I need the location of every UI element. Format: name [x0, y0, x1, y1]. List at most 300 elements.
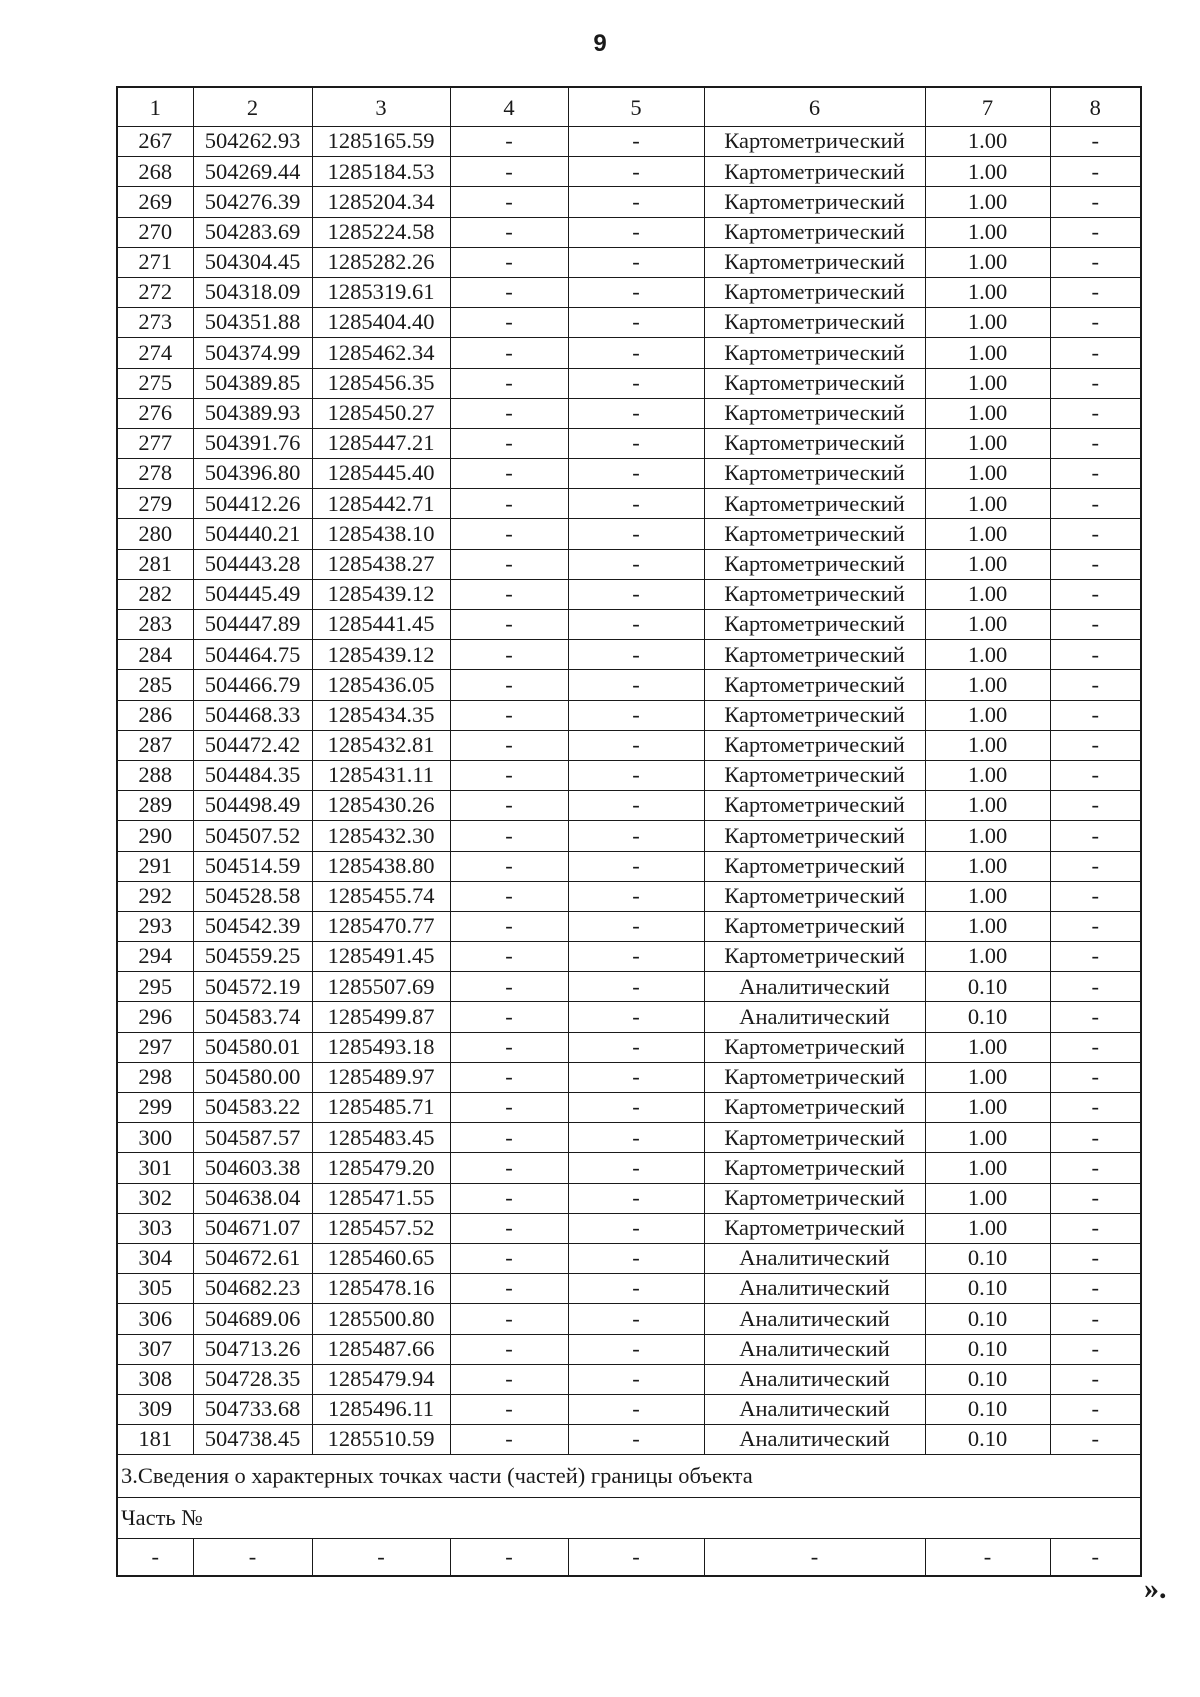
method-cell: Картометрический	[704, 519, 925, 549]
method-cell: Картометрический	[704, 942, 925, 972]
x-coordinate-cell: 504374.99	[193, 338, 312, 368]
column-4-cell: -	[450, 1123, 568, 1153]
x-coordinate-cell: 504447.89	[193, 610, 312, 640]
point-number-cell: 306	[117, 1304, 193, 1334]
point-number-cell: 304	[117, 1243, 193, 1273]
column-5-cell: -	[568, 1002, 704, 1032]
point-number-cell: 289	[117, 791, 193, 821]
precision-cell: 1.00	[925, 127, 1050, 157]
x-coordinate-cell: 504559.25	[193, 942, 312, 972]
point-number-cell: 298	[117, 1062, 193, 1092]
x-coordinate-cell: 504389.85	[193, 368, 312, 398]
table-header-row	[117, 87, 1141, 127]
y-coordinate-cell: 1285500.80	[312, 1304, 450, 1334]
precision-cell: 1.00	[925, 1032, 1050, 1062]
column-8-cell: -	[1050, 730, 1141, 760]
x-coordinate-cell: 504443.28	[193, 549, 312, 579]
column-5-cell: -	[568, 942, 704, 972]
precision-cell: 1.00	[925, 549, 1050, 579]
column-8-cell: -	[1050, 127, 1141, 157]
method-cell: Аналитический	[704, 1425, 925, 1455]
column-5-cell: -	[568, 1334, 704, 1364]
point-number-cell: 290	[117, 821, 193, 851]
precision-cell: 1.00	[925, 881, 1050, 911]
x-coordinate-cell: 504733.68	[193, 1394, 312, 1424]
method-cell: Картометрический	[704, 217, 925, 247]
column-4-cell: -	[450, 127, 568, 157]
precision-cell: 1.00	[925, 459, 1050, 489]
x-coordinate-cell: 504304.45	[193, 247, 312, 277]
table-row	[117, 127, 1141, 157]
column-8-cell: -	[1050, 1032, 1141, 1062]
y-coordinate-cell: 1285165.59	[312, 127, 450, 157]
column-8-cell: -	[1050, 881, 1141, 911]
method-cell: Картометрический	[704, 791, 925, 821]
column-4-cell: -	[450, 459, 568, 489]
x-coordinate-cell: 504472.42	[193, 730, 312, 760]
precision-cell: 1.00	[925, 1213, 1050, 1243]
empty-cell: -	[568, 1539, 704, 1577]
point-number-cell: 271	[117, 247, 193, 277]
header-cell-8: 8	[1050, 87, 1141, 127]
x-coordinate-cell: 504583.74	[193, 1002, 312, 1032]
header-cell-1: 1	[117, 87, 193, 127]
column-4-cell: -	[450, 1304, 568, 1334]
precision-cell: 1.00	[925, 217, 1050, 247]
y-coordinate-cell: 1285450.27	[312, 398, 450, 428]
table-row	[117, 1334, 1141, 1364]
point-number-cell: 309	[117, 1394, 193, 1424]
x-coordinate-cell: 504638.04	[193, 1183, 312, 1213]
method-cell: Аналитический	[704, 1364, 925, 1394]
x-coordinate-cell: 504466.79	[193, 670, 312, 700]
column-4-cell: -	[450, 972, 568, 1002]
table-row	[117, 308, 1141, 338]
column-5-cell: -	[568, 428, 704, 458]
column-4-cell: -	[450, 1213, 568, 1243]
y-coordinate-cell: 1285455.74	[312, 881, 450, 911]
table-footer	[117, 1455, 1141, 1577]
y-coordinate-cell: 1285438.80	[312, 851, 450, 881]
table-row	[117, 459, 1141, 489]
y-coordinate-cell: 1285460.65	[312, 1243, 450, 1273]
column-5-cell: -	[568, 1213, 704, 1243]
column-8-cell: -	[1050, 1153, 1141, 1183]
y-coordinate-cell: 1285204.34	[312, 187, 450, 217]
method-cell: Аналитический	[704, 972, 925, 1002]
column-5-cell: -	[568, 760, 704, 790]
column-5-cell: -	[568, 1274, 704, 1304]
empty-cell: -	[193, 1539, 312, 1577]
x-coordinate-cell: 504318.09	[193, 277, 312, 307]
column-4-cell: -	[450, 1364, 568, 1394]
point-number-cell: 283	[117, 610, 193, 640]
x-coordinate-cell: 504682.23	[193, 1274, 312, 1304]
header-cell-5: 5	[568, 87, 704, 127]
table-row	[117, 942, 1141, 972]
point-number-cell: 181	[117, 1425, 193, 1455]
method-cell: Картометрический	[704, 127, 925, 157]
column-8-cell: -	[1050, 1334, 1141, 1364]
method-cell: Картометрический	[704, 1032, 925, 1062]
x-coordinate-cell: 504671.07	[193, 1213, 312, 1243]
precision-cell: 0.10	[925, 1334, 1050, 1364]
column-8-cell: -	[1050, 670, 1141, 700]
column-4-cell: -	[450, 1032, 568, 1062]
precision-cell: 1.00	[925, 338, 1050, 368]
precision-cell: 1.00	[925, 247, 1050, 277]
column-8-cell: -	[1050, 489, 1141, 519]
column-4-cell: -	[450, 1334, 568, 1364]
point-number-cell: 299	[117, 1093, 193, 1123]
page-number: 9	[593, 30, 607, 57]
y-coordinate-cell: 1285432.81	[312, 730, 450, 760]
table-row	[117, 338, 1141, 368]
x-coordinate-cell: 504283.69	[193, 217, 312, 247]
column-8-cell: -	[1050, 217, 1141, 247]
column-4-cell: -	[450, 1274, 568, 1304]
point-number-cell: 286	[117, 700, 193, 730]
column-8-cell: -	[1050, 157, 1141, 187]
point-number-cell: 280	[117, 519, 193, 549]
empty-part-row	[117, 1539, 1141, 1577]
column-4-cell: -	[450, 881, 568, 911]
x-coordinate-cell: 504464.75	[193, 640, 312, 670]
column-5-cell: -	[568, 700, 704, 730]
table-row	[117, 972, 1141, 1002]
point-number-cell: 270	[117, 217, 193, 247]
precision-cell: 0.10	[925, 972, 1050, 1002]
column-8-cell: -	[1050, 1425, 1141, 1455]
point-number-cell: 274	[117, 338, 193, 368]
y-coordinate-cell: 1285445.40	[312, 459, 450, 489]
method-cell: Картометрический	[704, 670, 925, 700]
point-number-cell: 287	[117, 730, 193, 760]
x-coordinate-cell: 504728.35	[193, 1364, 312, 1394]
y-coordinate-cell: 1285456.35	[312, 368, 450, 398]
column-4-cell: -	[450, 1394, 568, 1424]
column-4-cell: -	[450, 791, 568, 821]
column-5-cell: -	[568, 881, 704, 911]
y-coordinate-cell: 1285431.11	[312, 760, 450, 790]
y-coordinate-cell: 1285479.20	[312, 1153, 450, 1183]
method-cell: Картометрический	[704, 157, 925, 187]
y-coordinate-cell: 1285438.27	[312, 549, 450, 579]
precision-cell: 0.10	[925, 1425, 1050, 1455]
x-coordinate-cell: 504351.88	[193, 308, 312, 338]
precision-cell: 1.00	[925, 730, 1050, 760]
column-8-cell: -	[1050, 398, 1141, 428]
column-8-cell: -	[1050, 338, 1141, 368]
precision-cell: 0.10	[925, 1304, 1050, 1334]
point-number-cell: 292	[117, 881, 193, 911]
column-8-cell: -	[1050, 1394, 1141, 1424]
method-cell: Картометрический	[704, 398, 925, 428]
precision-cell: 1.00	[925, 760, 1050, 790]
column-8-cell: -	[1050, 911, 1141, 941]
point-number-cell: 307	[117, 1334, 193, 1364]
point-number-cell: 275	[117, 368, 193, 398]
precision-cell: 1.00	[925, 851, 1050, 881]
column-5-cell: -	[568, 1304, 704, 1334]
column-4-cell: -	[450, 247, 568, 277]
column-4-cell: -	[450, 308, 568, 338]
method-cell: Картометрический	[704, 277, 925, 307]
y-coordinate-cell: 1285457.52	[312, 1213, 450, 1243]
precision-cell: 1.00	[925, 791, 1050, 821]
method-cell: Картометрический	[704, 247, 925, 277]
x-coordinate-cell: 504603.38	[193, 1153, 312, 1183]
y-coordinate-cell: 1285439.12	[312, 640, 450, 670]
y-coordinate-cell: 1285282.26	[312, 247, 450, 277]
column-5-cell: -	[568, 911, 704, 941]
table-body	[117, 127, 1141, 1455]
column-5-cell: -	[568, 157, 704, 187]
y-coordinate-cell: 1285507.69	[312, 972, 450, 1002]
column-4-cell: -	[450, 398, 568, 428]
y-coordinate-cell: 1285434.35	[312, 700, 450, 730]
column-4-cell: -	[450, 1243, 568, 1273]
table-row	[117, 640, 1141, 670]
column-8-cell: -	[1050, 851, 1141, 881]
y-coordinate-cell: 1285470.77	[312, 911, 450, 941]
column-5-cell: -	[568, 1425, 704, 1455]
column-5-cell: -	[568, 791, 704, 821]
precision-cell: 0.10	[925, 1364, 1050, 1394]
method-cell: Картометрический	[704, 187, 925, 217]
method-cell: Картометрический	[704, 610, 925, 640]
column-4-cell: -	[450, 730, 568, 760]
column-5-cell: -	[568, 1062, 704, 1092]
table-row	[117, 1153, 1141, 1183]
column-4-cell: -	[450, 277, 568, 307]
column-8-cell: -	[1050, 519, 1141, 549]
y-coordinate-cell: 1285462.34	[312, 338, 450, 368]
method-cell: Картометрический	[704, 760, 925, 790]
y-coordinate-cell: 1285483.45	[312, 1123, 450, 1153]
precision-cell: 1.00	[925, 610, 1050, 640]
y-coordinate-cell: 1285404.40	[312, 308, 450, 338]
table-row	[117, 579, 1141, 609]
y-coordinate-cell: 1285432.30	[312, 821, 450, 851]
column-8-cell: -	[1050, 760, 1141, 790]
x-coordinate-cell: 504572.19	[193, 972, 312, 1002]
point-number-cell: 272	[117, 277, 193, 307]
y-coordinate-cell: 1285491.45	[312, 942, 450, 972]
table-row	[117, 670, 1141, 700]
column-5-cell: -	[568, 1394, 704, 1424]
point-number-cell: 268	[117, 157, 193, 187]
y-coordinate-cell: 1285493.18	[312, 1032, 450, 1062]
y-coordinate-cell: 1285436.05	[312, 670, 450, 700]
table-row	[117, 821, 1141, 851]
column-4-cell: -	[450, 670, 568, 700]
precision-cell: 1.00	[925, 579, 1050, 609]
table-row	[117, 700, 1141, 730]
table-row	[117, 1093, 1141, 1123]
column-4-cell: -	[450, 821, 568, 851]
y-coordinate-cell: 1285224.58	[312, 217, 450, 247]
column-8-cell: -	[1050, 428, 1141, 458]
column-4-cell: -	[450, 911, 568, 941]
x-coordinate-cell: 504689.06	[193, 1304, 312, 1334]
precision-cell: 1.00	[925, 519, 1050, 549]
y-coordinate-cell: 1285479.94	[312, 1364, 450, 1394]
x-coordinate-cell: 504262.93	[193, 127, 312, 157]
x-coordinate-cell: 504396.80	[193, 459, 312, 489]
point-number-cell: 273	[117, 308, 193, 338]
precision-cell: 1.00	[925, 942, 1050, 972]
table-row	[117, 187, 1141, 217]
method-cell: Картометрический	[704, 338, 925, 368]
table-row	[117, 881, 1141, 911]
column-4-cell: -	[450, 549, 568, 579]
x-coordinate-cell: 504269.44	[193, 157, 312, 187]
column-8-cell: -	[1050, 640, 1141, 670]
empty-cell: -	[1050, 1539, 1141, 1577]
method-cell: Картометрический	[704, 640, 925, 670]
column-8-cell: -	[1050, 1243, 1141, 1273]
point-number-cell: 300	[117, 1123, 193, 1153]
column-5-cell: -	[568, 398, 704, 428]
precision-cell: 1.00	[925, 821, 1050, 851]
y-coordinate-cell: 1285510.59	[312, 1425, 450, 1455]
precision-cell: 1.00	[925, 489, 1050, 519]
column-4-cell: -	[450, 1183, 568, 1213]
precision-cell: 1.00	[925, 1183, 1050, 1213]
precision-cell: 1.00	[925, 308, 1050, 338]
column-8-cell: -	[1050, 368, 1141, 398]
precision-cell: 1.00	[925, 1123, 1050, 1153]
table-row	[117, 157, 1141, 187]
column-4-cell: -	[450, 1425, 568, 1455]
column-5-cell: -	[568, 489, 704, 519]
column-8-cell: -	[1050, 972, 1141, 1002]
column-5-cell: -	[568, 1123, 704, 1153]
point-number-cell: 302	[117, 1183, 193, 1213]
column-4-cell: -	[450, 700, 568, 730]
point-number-cell: 269	[117, 187, 193, 217]
point-number-cell: 285	[117, 670, 193, 700]
x-coordinate-cell: 504528.58	[193, 881, 312, 911]
column-8-cell: -	[1050, 549, 1141, 579]
empty-cell: -	[925, 1539, 1050, 1577]
method-cell: Картометрический	[704, 579, 925, 609]
column-5-cell: -	[568, 1093, 704, 1123]
column-4-cell: -	[450, 1093, 568, 1123]
column-4-cell: -	[450, 640, 568, 670]
part-label-row	[117, 1498, 1141, 1539]
y-coordinate-cell: 1285447.21	[312, 428, 450, 458]
y-coordinate-cell: 1285489.97	[312, 1062, 450, 1092]
precision-cell: 1.00	[925, 398, 1050, 428]
column-5-cell: -	[568, 640, 704, 670]
point-number-cell: 276	[117, 398, 193, 428]
method-cell: Картометрический	[704, 1213, 925, 1243]
column-8-cell: -	[1050, 459, 1141, 489]
method-cell: Аналитический	[704, 1002, 925, 1032]
x-coordinate-cell: 504445.49	[193, 579, 312, 609]
precision-cell: 1.00	[925, 911, 1050, 941]
table-row	[117, 1243, 1141, 1273]
table-row	[117, 791, 1141, 821]
point-number-cell: 295	[117, 972, 193, 1002]
column-5-cell: -	[568, 217, 704, 247]
y-coordinate-cell: 1285442.71	[312, 489, 450, 519]
point-number-cell: 282	[117, 579, 193, 609]
section-title-row	[117, 1455, 1141, 1498]
table-row	[117, 217, 1141, 247]
precision-cell: 1.00	[925, 640, 1050, 670]
method-cell: Картометрический	[704, 549, 925, 579]
column-4-cell: -	[450, 157, 568, 187]
column-5-cell: -	[568, 1153, 704, 1183]
point-number-cell: 297	[117, 1032, 193, 1062]
y-coordinate-cell: 1285430.26	[312, 791, 450, 821]
header-cell-7: 7	[925, 87, 1050, 127]
column-8-cell: -	[1050, 700, 1141, 730]
column-8-cell: -	[1050, 1062, 1141, 1092]
column-8-cell: -	[1050, 610, 1141, 640]
empty-cell: -	[704, 1539, 925, 1577]
y-coordinate-cell: 1285319.61	[312, 277, 450, 307]
precision-cell: 0.10	[925, 1243, 1050, 1273]
y-coordinate-cell: 1285499.87	[312, 1002, 450, 1032]
y-coordinate-cell: 1285184.53	[312, 157, 450, 187]
point-number-cell: 303	[117, 1213, 193, 1243]
column-8-cell: -	[1050, 1364, 1141, 1394]
column-5-cell: -	[568, 730, 704, 760]
column-4-cell: -	[450, 428, 568, 458]
column-4-cell: -	[450, 338, 568, 368]
precision-cell: 0.10	[925, 1274, 1050, 1304]
x-coordinate-cell: 504713.26	[193, 1334, 312, 1364]
table-row	[117, 1394, 1141, 1424]
column-5-cell: -	[568, 247, 704, 277]
precision-cell: 1.00	[925, 368, 1050, 398]
closing-quote-mark: ».	[1144, 1572, 1167, 1605]
table-row	[117, 1032, 1141, 1062]
column-4-cell: -	[450, 579, 568, 609]
table-row	[117, 398, 1141, 428]
precision-cell: 1.00	[925, 277, 1050, 307]
precision-cell: 1.00	[925, 187, 1050, 217]
column-8-cell: -	[1050, 791, 1141, 821]
table-row	[117, 277, 1141, 307]
precision-cell: 1.00	[925, 428, 1050, 458]
method-cell: Аналитический	[704, 1274, 925, 1304]
table-row	[117, 1213, 1141, 1243]
x-coordinate-cell: 504412.26	[193, 489, 312, 519]
y-coordinate-cell: 1285485.71	[312, 1093, 450, 1123]
column-4-cell: -	[450, 1062, 568, 1092]
table-row	[117, 911, 1141, 941]
method-cell: Аналитический	[704, 1243, 925, 1273]
column-8-cell: -	[1050, 277, 1141, 307]
method-cell: Картометрический	[704, 1062, 925, 1092]
table-row	[117, 1425, 1141, 1455]
method-cell: Картометрический	[704, 428, 925, 458]
y-coordinate-cell: 1285487.66	[312, 1334, 450, 1364]
precision-cell: 1.00	[925, 1062, 1050, 1092]
method-cell: Аналитический	[704, 1304, 925, 1334]
column-4-cell: -	[450, 1002, 568, 1032]
table-row	[117, 1304, 1141, 1334]
x-coordinate-cell: 504389.93	[193, 398, 312, 428]
column-4-cell: -	[450, 942, 568, 972]
column-5-cell: -	[568, 308, 704, 338]
method-cell: Картометрический	[704, 730, 925, 760]
